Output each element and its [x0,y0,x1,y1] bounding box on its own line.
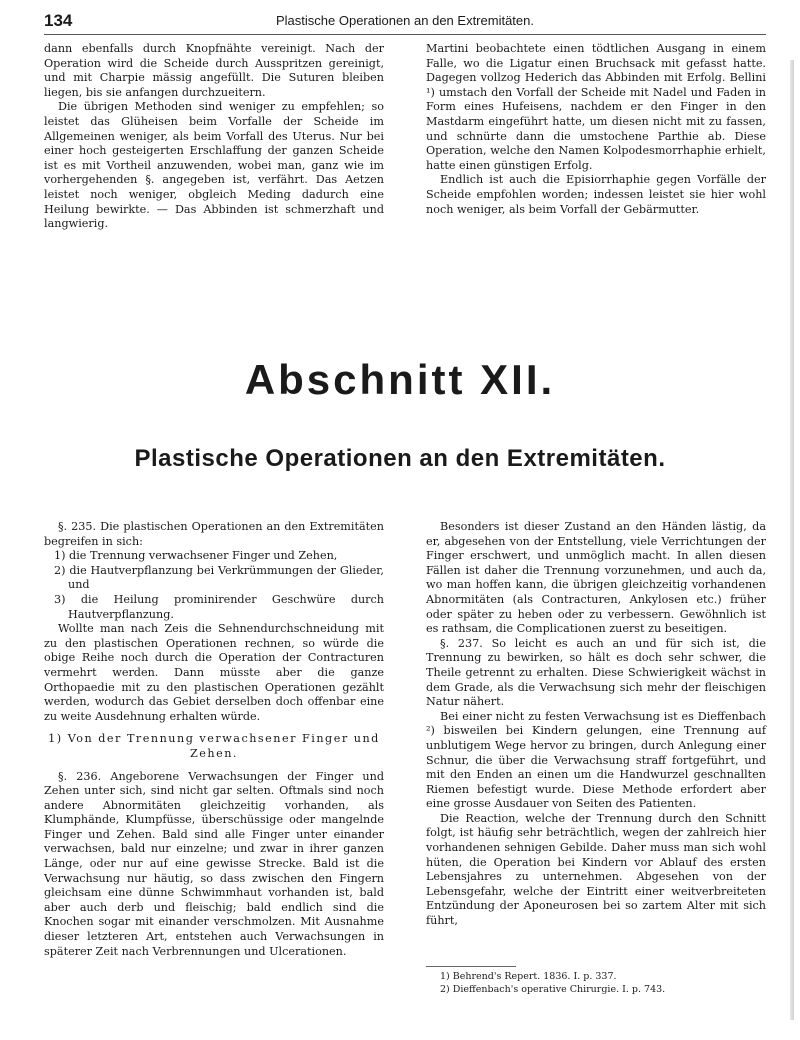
running-title: Plastische Operationen an den Extremitäten. [276,13,534,28]
column-bottom-left [44,520,384,959]
footnote: 2) Dieffenbach's operative Chirurgie. I. p. 743. [440,983,666,995]
paragraph: Die Reaction, welche der Trennung durch den Schnitt folgt, ist häufig sehr beträchtlich, wegen der zahlreich hier vorhandenen sehnigen Gebilde. Daher muss man sich wohl hüten, die Operation bei Kindern vor Ablauf des ersten Lebensjahres zu unternehmen. Abgesehen von der Lebensgefahr, welche der Eintritt einer weitverbreiteten Entzündung der Aponeurosen bei so zartem Alter mit sich führt, [426,811,766,928]
paragraph: dann ebenfalls durch Knopfnähte vereinigt. Nach der Operation wird die Scheide durch Ausspritzen gereinigt, und mit Charpie mässig angefüllt. Die Suturen bleiben liegen, bis sie anfangen durchzueitern. [44,42,384,99]
column-top-right [426,42,766,217]
section-heading: Abschnitt XII. [244,356,556,403]
list-item: 1) die Trennung verwachsener Finger und Zehen, [54,549,338,563]
paragraph: Bei einer nicht zu festen Verwachsung ist es Dieffenbach ²) bisweilen bei Kindern gelungen, eine Trennung auf unblutigem Wege hervor zu bringen, durch Anlegung einer Schnur, die über die Verwachsung straff fortgeführt, und mit den Enden an einen um die Handwurzel geschnallten Riemen befestigt wurde. Diese Methode erfordert aber eine grosse Ausdauer von Seiten des Patienten. [426,709,766,811]
section-title: Plastische Operationen an den Extremitäten. [134,445,666,472]
running-header [44,10,766,35]
paragraph: §. 237. So leicht es auch an und für sich ist, die Trennung zu bewirken, so hält es doch sehr schwer, die Theile getrennt zu erhalten. Diese Schwierigkeit wächst in dem Grade, als die Verwachsung sich mehr der fleischigen Natur nähert. [426,636,766,709]
page-number: 134 [44,11,73,30]
footnote-rule [426,966,516,967]
paragraph: §. 236. Angeborene Verwachsungen der Finger und Zehen unter sich, sind nicht gar selten. Oftmals sind noch andere Abnormitäten gleichzeitig vorhanden, als Klumphände, Klumpfüsse, überschüssige oder mangelnde Finger und Zehen. Bald sind alle Finger unter einander verwachsen, bald nur einzelne; und zwar in ihrer ganzen Länge, oder nur auf eine gewisse Strecke. Bald ist die Verwachsung nur häutig, so dass zwischen den Fingern gleichsam eine dünne Schwimmhaut vorhanden ist, bald aber auch derb und fleischig; bald endlich sind die Knochen sogar mit einander verschmolzen. Mit Ausnahme dieser letzteren Art, entstehen auch Verwachsungen in späterer Zeit nach Verbrennungen und Ulcerationen. [44,769,384,958]
list-item: 2) die Hautverpflanzung bei Verkrümmungen der Glieder, und [54,563,384,592]
paragraph: §. 235. Die plastischen Operationen an den Extremitäten begreifen in sich: [44,520,384,548]
page-edge-shadow [790,60,794,1020]
paragraph: Die übrigen Methoden sind weniger zu empfehlen; so leistet das Glüheisen beim Vorfalle der Scheide im Allgemeinen weniger, als beim Vorfall des Uterus. Nur bei einer hoch gesteigerten Erschlaffung der ganzen Scheide ist es mit Vortheil anzuwenden, wobei man, ganz wie im vorhergehenden §. angegeben ist, verfährt. Das Aetzen leistet noch weniger, obgleich Meding dadurch eine Heilung bewirkte. — Das Abbinden ist schmerzhaft und langwierig. [44,100,384,231]
column-bottom-right [426,520,766,929]
footnotes [426,966,766,996]
paragraph: Besonders ist dieser Zustand an den Händen lästig, da er, abgesehen von der Entstellung, viele Verrichtungen der Finger erschwert, und unmöglich macht. In allen diesen Fällen ist daher die Trennung vorzunehmen, und auch da, wo man hoffen kann, die übrigen gleichzeitig vorhandenen Abnormitäten (als Contracturen, Ankylosen etc.) früher oder später zu heben oder zu verbessern. Gewöhnlich ist es rathsam, die Complicationen zuerst zu beseitigen. [426,520,766,636]
subsection-heading: 1) Von der Trennung verwachsener Finger und Zehen. [48,732,380,760]
column-top-left [44,42,384,232]
paragraph: Martini beobachtete einen tödtlichen Ausgang in einem Falle, wo die Ligatur einen Bruchsack mit gefasst hatte. Dagegen vollzog Hederich das Abbinden mit Erfolg. Bellini ¹) umstach den Vorfall der Scheide mit Nadel und Faden in Form eines Hufeisens, nachdem er den Finger in den Mastdarm eingeführt hatte, um diesen nicht mit zu fassen, und schnürte dann die umstochene Parthie ab. Diese Operation, welche den Namen Kolpodesmorrhaphie erhielt, hatte einen günstigen Erfolg. [426,42,766,172]
paragraph: Endlich ist auch die Episiorrhaphie gegen Vorfälle der Scheide empfohlen worden; indessen leistet sie hier wohl noch weniger, als beim Vorfall der Gebärmutter. [426,173,766,216]
paragraph: Wollte man nach Zeis die Sehnendurchschneidung mit zu den plastischen Operationen rechnen, so würde die obige Reihe noch durch die Operation der Contracturen vermehrt werden. Dann müsste aber die ganze Orthopaedie mit zu den plastischen Operationen gezählt werden, wodurch das Gebiet derselben doch offenbar eine zu weite Ausdehnung erhalten würde. [44,622,384,723]
footnote: 1) Behrend's Repert. 1836. I. p. 337. [440,971,617,982]
list-item: 3) die Heilung prominirender Geschwüre durch Hautverpflanzung. [54,592,384,621]
